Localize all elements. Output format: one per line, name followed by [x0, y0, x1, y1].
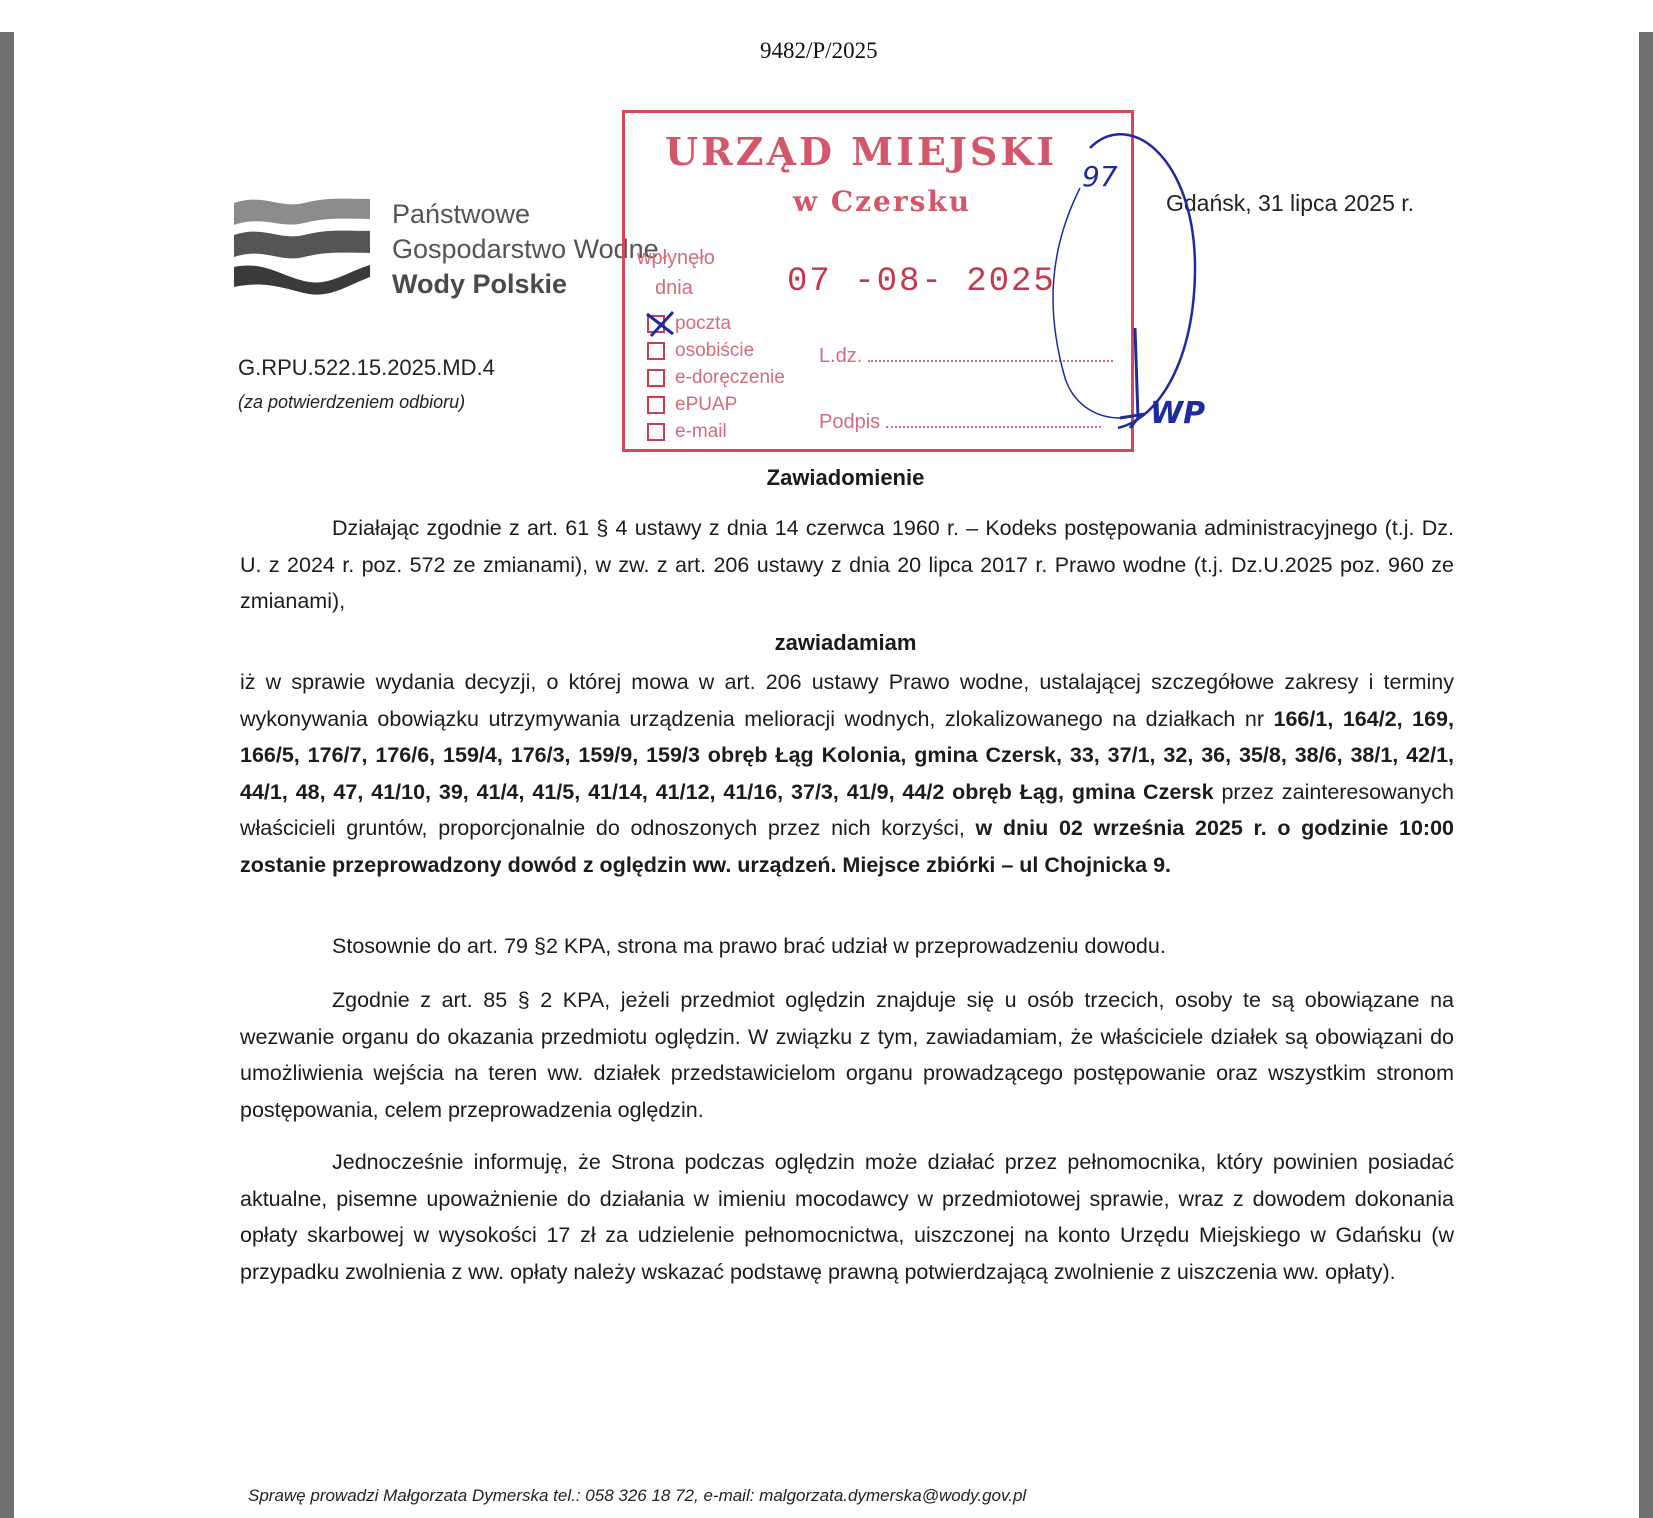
contact-footer: Sprawę prowadzi Małgorzata Dymerska tel.: 058 326 18 72, e-mail: malgorzata.dymerska@wody.gov.pl — [248, 1486, 1027, 1505]
stamp-option-personal: osobiście — [647, 340, 754, 362]
wody-polskie-logo — [234, 195, 370, 295]
sender-line-1: Państwowe — [392, 199, 531, 229]
stamp-office: URZĄD MIEJSKI — [665, 129, 1058, 174]
scan-edge-right — [1639, 32, 1653, 1518]
check-mark-icon — [643, 308, 683, 338]
main-paragraph: iż w sprawie wydania decyzji, o której mowa w art. 206 ustawy Prawo wodne, ustalającej szczegółowe zakresy i terminy wykonywania obowiązku utrzymywania urządzenia melioracji wodnych, zlokalizowanego na działkach nr 166/1, 164/2, 169, 166/5, 176/7, 176/6, 159/4, 176/3, 159/9, 159/3 obręb Łąg Kolonia, gmina Czersk, 33, 37/1, 32, 36, 35/8, 38/6, 38/1, 42/1, 44/1, 48, 47, 41/10, 39, 41/4, 41/5, 41/14, 41/12, 41/16, 37/3, 41/9, 44/2 obręb Łąg, gmina Czersk przez zainteresowanych właścicieli gruntów, proporcjonalnie do odnoszonych przez nich korzyści, w dniu 02 września 2025 r. o godzinie 10:00 zostanie przeprowadzony dowód z oględzin ww. urządzeń. Miejsce zbiórki – ul Chojnicka 9. — [240, 670, 1454, 877]
stamp-option-epuap: ePUAP — [647, 394, 737, 416]
stamp-location: w Czersku — [793, 185, 972, 218]
stamp-signature-field: Podpis — [819, 411, 1101, 434]
checkbox-icon — [647, 342, 665, 360]
stamp-ldz-field: L.dz. — [819, 345, 1113, 368]
stamp-received-label: wpłynęło — [637, 247, 715, 269]
stamp-received-date: 07 -08- 2025 — [787, 263, 1056, 301]
checkbox-icon — [647, 369, 665, 387]
checkbox-icon — [647, 396, 665, 414]
declaration: zawiadamiam — [774, 630, 917, 655]
handwritten-initials: WP — [1150, 396, 1206, 431]
place-date: Gdańsk, 31 lipca 2025 r. — [1166, 190, 1415, 216]
stamp-option-email: e-mail — [647, 421, 727, 443]
plot-list: 166/1, 164/2, 169, 166/5, 176/7, 176/6, 159/4, 176/3, 159/9, 159/3 obręb Łąg Kolonia, gmina Czersk, 33, 37/1, 32, 36, 35/8, 38/6, 38/1, 42/1, 44/1, 48, 47, 41/10, 39, 41/4, 41/5, 41/14, 41/12, 41/16, 37/3, 41/9, 44/2 obręb Łąg, gmina Czersk — [240, 706, 1454, 804]
handwritten-number: 97 — [1082, 160, 1118, 193]
document-number: 9482/P/2025 — [760, 38, 878, 63]
scan-edge-left — [0, 32, 14, 1518]
handwritten-annotation — [1020, 118, 1240, 458]
intro-paragraph: Działając zgodnie z art. 61 § 4 ustawy z dnia 14 czerwca 1960 r. – Kodeks postępowania administracyjnego (t.j. Dz. U. z 2024 r. poz. 572 ze zmianami), w zw. z art. 206 ustawy z dnia 20 lipca 2017 r. Prawo wodne (t.j. Dz.U.2025 poz. 960 ze zmianami), — [240, 516, 1454, 613]
stamp-option-post: poczta — [647, 313, 731, 335]
stamp-option-e-delivery: e-doręczenie — [647, 367, 785, 389]
sender-line-3: Wody Polskie — [392, 269, 568, 299]
sender-line-2: Gospodarstwo Wodne — [392, 234, 659, 264]
inspection-details: w dniu 02 września 2025 r. o godzinie 10:00 zostanie przeprowadzony dowód z oględzin ww. urządzeń. Miejsce zbiórki – ul Chojnicka 9. — [240, 816, 1454, 877]
sender-name — [392, 197, 659, 302]
stamp-day-label: dnia — [655, 277, 693, 299]
checkbox-icon — [647, 423, 665, 441]
case-reference: G.RPU.522.15.2025.MD.4 — [238, 355, 495, 380]
third-party-paragraph: Zgodnie z art. 85 § 2 KPA, jeżeli przedmiot oględzin znajduje się u osób trzecich, osoby te są obowiązane na wezwanie organu do okazania przedmiotu oględzin. W związku z tym, zawiadamiam, że właściciele działek są obowiązani do umożliwienia wejścia na teren ww. działek przedstawicielom organu prowadzącego postępowanie oraz wszystkim stronom postępowania, celem przeprowadzenia oględzin. — [240, 988, 1454, 1122]
document-title: Zawiadomienie — [766, 465, 925, 490]
attorney-paragraph: Jednocześnie informuję, że Strona podczas oględzin może działać przez pełnomocnika, który powinien posiadać aktualne, pisemne upoważnienie do działania w imieniu mocodawcy w przedmiotowej sprawie, wraz z dowodem dokonania opłaty skarbowej w wysokości 17 zł za udzielenie pełnomocnictwa, uiszczonej na konto Urzędu Miejskiego w Gdańsku (w przypadku zwolnienia z ww. opłaty należy wskazać podstawę prawną potwierdzającą zwolnienie z uiszczenia ww. opłaty). — [240, 1150, 1454, 1284]
right-to-participate-paragraph: Stosownie do art. 79 §2 KPA, strona ma prawo brać udział w przeprowadzeniu dowodu. — [332, 934, 1166, 958]
delivery-note: (za potwierdzeniem odbioru) — [238, 392, 466, 412]
